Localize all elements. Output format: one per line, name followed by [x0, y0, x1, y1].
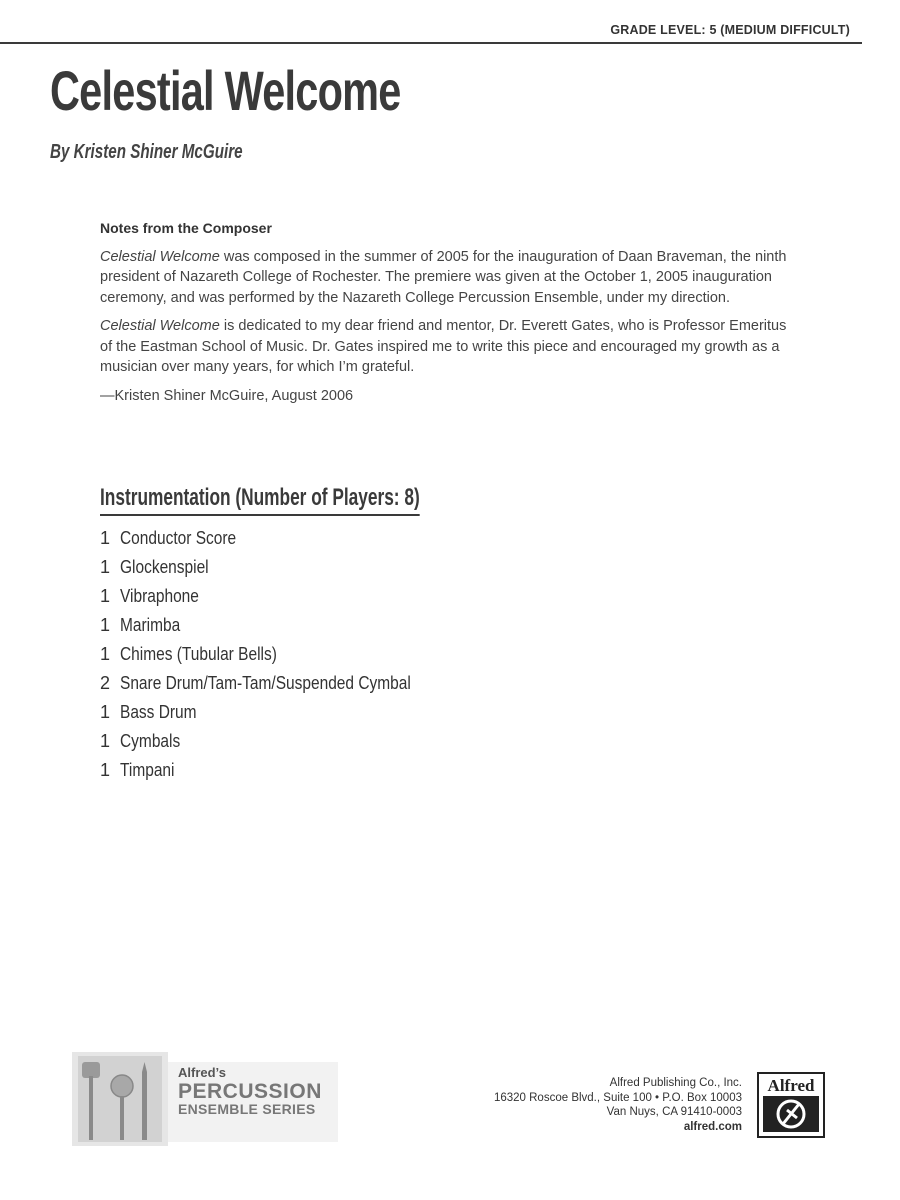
notes-paragraph	[100, 316, 800, 378]
publisher-website: alfred.com	[683, 1120, 742, 1133]
header-rule	[0, 42, 862, 44]
notes-signature: —Kristen Shiner McGuire, August 2006	[100, 387, 354, 404]
list-item	[100, 760, 458, 789]
item-name: Chimes (Tubular Bells)	[120, 644, 277, 664]
item-quantity: 1	[100, 702, 111, 722]
item-quantity: 1	[100, 557, 111, 577]
item-name: Cymbals	[120, 731, 181, 751]
item-quantity: 1	[100, 731, 111, 751]
list-item	[100, 615, 458, 644]
mallet-head-icon	[82, 1062, 100, 1078]
piece-title-italic: Celestial Welcome	[100, 318, 220, 334]
notes-heading: Notes from the Composer	[100, 220, 272, 236]
list-item	[100, 702, 458, 731]
alfred-logo-icon	[757, 1072, 825, 1138]
series-name	[178, 1066, 322, 1116]
item-quantity: 1	[100, 644, 111, 664]
item-name: Timpani	[120, 760, 175, 780]
alfred-logo-text: Alfred	[767, 1076, 815, 1095]
page-title: Celestial Welcome	[50, 59, 401, 122]
notes-paragraph	[100, 247, 800, 309]
list-item	[100, 528, 458, 557]
instrumentation-list	[100, 528, 458, 789]
list-item	[100, 586, 458, 615]
publisher-city: Van Nuys, CA 91410-0003	[606, 1106, 742, 1118]
series-line-2: PERCUSSION	[178, 1080, 322, 1103]
list-item	[100, 731, 458, 760]
drumstick-icon	[142, 1072, 147, 1140]
item-name: Glockenspiel	[120, 557, 209, 577]
piece-title-italic: Celestial Welcome	[100, 248, 220, 265]
publisher-name: Alfred Publishing Co., Inc.	[609, 1077, 742, 1089]
publisher-info	[494, 1076, 742, 1134]
item-name: Vibraphone	[120, 586, 199, 606]
list-item	[100, 673, 458, 702]
list-item	[100, 644, 458, 673]
item-name: Marimba	[120, 615, 181, 635]
composer-notes	[100, 218, 800, 414]
mallet-ball-icon	[111, 1075, 133, 1097]
publisher-address: 16320 Roscoe Blvd., Suite 100 • P.O. Box 10003	[493, 1091, 742, 1104]
item-name: Snare Drum/Tam-Tam/Suspended Cymbal	[120, 673, 411, 693]
item-quantity: 1	[100, 528, 111, 548]
notes-text: was composed in the summer of 2005 for the inauguration of Daan Braveman, the ninth president of Nazareth College of Rochester. The premiere was given at the October 1, 2005 inauguration ceremony, and was performed by the Nazareth College Percussion Ensemble, under my direction.	[100, 248, 787, 306]
series-line-3: ENSEMBLE SERIES	[178, 1101, 316, 1117]
grade-level: GRADE LEVEL: 5 (MEDIUM DIFFICULT)	[610, 23, 850, 37]
instrumentation-heading: Instrumentation (Number of Players: 8)	[100, 484, 420, 516]
notes-text: is dedicated to my dear friend and mentor, Dr. Everett Gates, who is Professor Emeritus of the Eastman School of Music. Dr. Gates inspired me to write this piece and encouraged my growth as a musician over many years, for which I’m grateful.	[100, 318, 787, 375]
item-name: Bass Drum	[120, 702, 197, 722]
item-name: Conductor Score	[120, 528, 237, 548]
item-quantity: 1	[100, 615, 111, 635]
item-quantity: 2	[100, 673, 111, 693]
composer-byline: By Kristen Shiner McGuire	[50, 141, 243, 163]
list-item	[100, 557, 458, 586]
item-quantity: 1	[100, 760, 111, 780]
item-quantity: 1	[100, 586, 111, 606]
series-line-1: Alfred’s	[178, 1065, 226, 1080]
